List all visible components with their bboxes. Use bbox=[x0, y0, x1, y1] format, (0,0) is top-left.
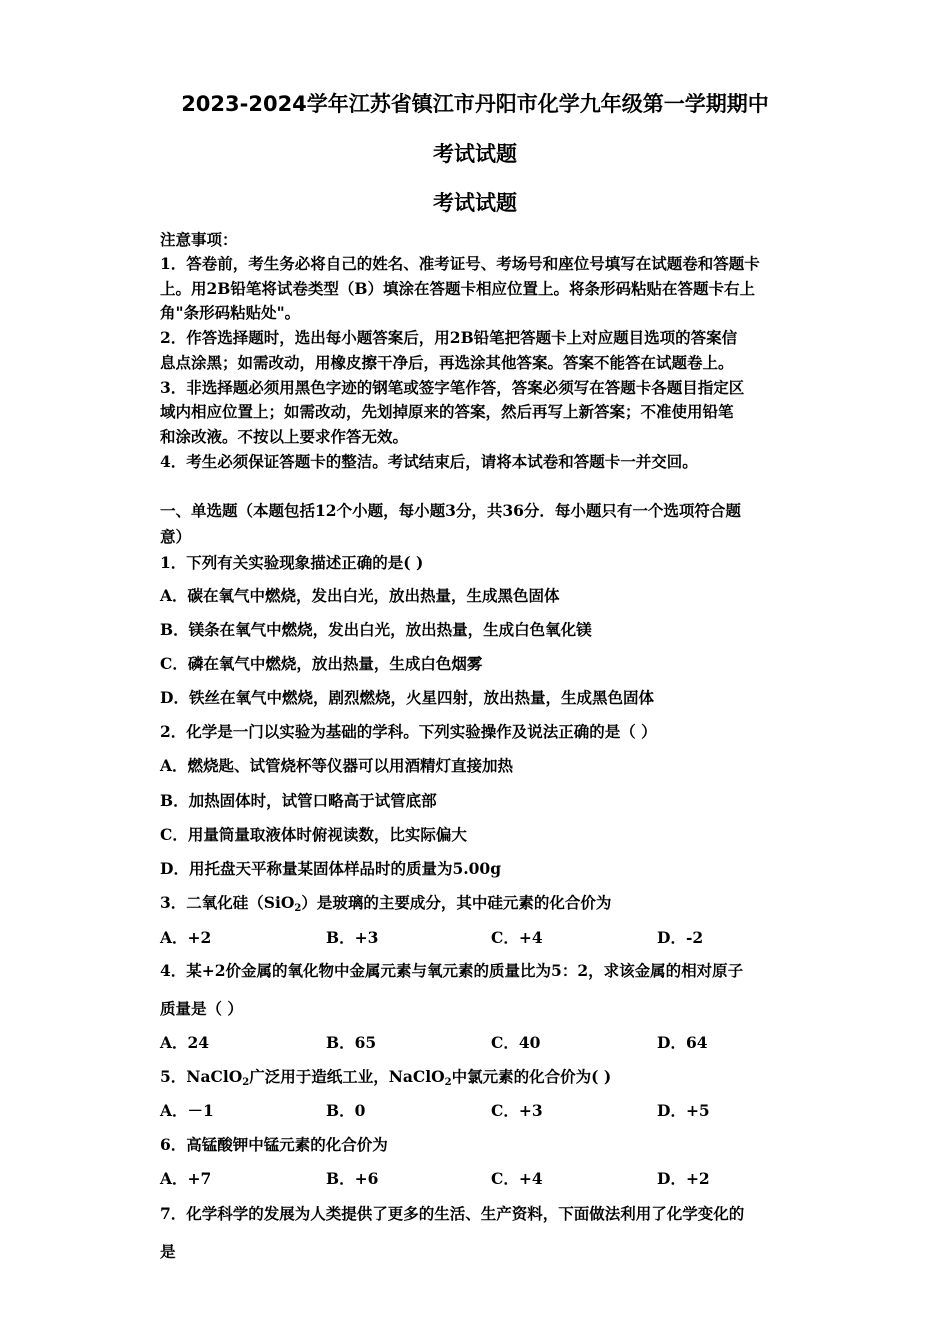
q6-option-a: A．+7 bbox=[160, 1169, 212, 1188]
exam-title-line-3: 考试试题 bbox=[433, 191, 517, 215]
q5-option-b: B．0 bbox=[326, 1101, 366, 1120]
q3-stem: 3．二氧化硅（SiO$_2$）是玻璃的主要成分，其中硅元素的化合价为 bbox=[160, 893, 612, 914]
q3-option-b: B．+3 bbox=[326, 928, 379, 947]
q6-option-b: B．+6 bbox=[326, 1169, 379, 1188]
notice-heading: 注意事项： bbox=[160, 230, 238, 249]
notice-line: 和涂改液。不按以上要求作答无效。 bbox=[160, 427, 409, 446]
notice-line: 3．非选择题必须用黑色字迹的钢笔或签字笔作答，答案必须写在答题卡各题目指定区 bbox=[160, 378, 745, 397]
q2-option-a: A．燃烧匙、试管烧杯等仪器可以用酒精灯直接加热 bbox=[160, 756, 514, 775]
exam-title-line-1: 2023-2024学年江苏省镇江市丹阳市化学九年级第一学期期中 bbox=[181, 92, 769, 116]
q1-option-a: A．碳在氧气中燃烧，发出白光，放出热量，生成黑色固体 bbox=[160, 586, 560, 605]
q1-option-b: B．镁条在氧气中燃烧，发出白光，放出热量，生成白色氧化镁 bbox=[160, 620, 592, 639]
notice-line: 域内相应位置上；如需改动，先划掉原来的答案，然后再写上新答案；不准使用铅笔 bbox=[160, 402, 734, 421]
q2-option-d: D．用托盘天平称量某固体样品时的质量为5.00g bbox=[160, 859, 502, 878]
section-heading-cont: 意） bbox=[160, 527, 192, 546]
q2-stem: 2．化学是一门以实验为基础的学科。下列实验操作及说法正确的是（ ） bbox=[160, 722, 657, 741]
q3-option-c: C．+4 bbox=[491, 928, 543, 947]
q5-stem: 5．NaClO$_2$广泛用于造纸工业，NaClO$_2$中氯元素的化合价为( ) bbox=[160, 1067, 612, 1088]
q6-stem: 6．高锰酸钾中锰元素的化合价为 bbox=[160, 1135, 388, 1154]
notice-line: 1．答卷前，考生务必将自己的姓名、准考证号、考场号和座位号填写在试题卷和答题卡 bbox=[160, 254, 760, 273]
q1-option-d: D．铁丝在氧气中燃烧，剧烈燃烧，火星四射，放出热量，生成黑色固体 bbox=[160, 688, 654, 707]
exam-title-line-2: 考试试题 bbox=[433, 142, 517, 166]
q2-option-b: B．加热固体时，试管口略高于试管底部 bbox=[160, 791, 437, 810]
q6-option-c: C．+4 bbox=[491, 1169, 543, 1188]
q4-stem-cont: 质量是（ ） bbox=[160, 999, 243, 1018]
notice-line: 角"条形码粘贴处"。 bbox=[160, 303, 301, 322]
q7-stem: 7．化学科学的发展为人类提供了更多的生活、生产资料，下面做法利用了化学变化的 bbox=[160, 1204, 745, 1223]
notice-line: 2．作答选择题时，选出每小题答案后，用2B铅笔把答题卡上对应题目选项的答案信 bbox=[160, 328, 738, 347]
q7-stem-cont: 是 bbox=[160, 1242, 176, 1261]
q4-stem: 4．某+2价金属的氧化物中金属元素与氧元素的质量比为5：2，求该金属的相对原子 bbox=[160, 961, 744, 980]
q2-option-c: C．用量筒量取液体时俯视读数，比实际偏大 bbox=[160, 825, 467, 844]
q4-option-b: B．65 bbox=[326, 1033, 377, 1052]
notice-line: 上。用2B铅笔将试卷类型（B）填涂在答题卡相应位置上。将条形码粘贴在答题卡右上 bbox=[160, 279, 755, 298]
q1-option-c: C．磷在氧气中燃烧，放出热量，生成白色烟雾 bbox=[160, 654, 483, 673]
q5-option-d: D．+5 bbox=[657, 1101, 710, 1120]
q3-option-a: A．+2 bbox=[160, 928, 212, 947]
q5-option-c: C．+3 bbox=[491, 1101, 543, 1120]
q4-option-d: D．64 bbox=[657, 1033, 708, 1052]
q4-option-a: A．24 bbox=[160, 1033, 210, 1052]
q6-option-d: D．+2 bbox=[657, 1169, 710, 1188]
notice-line: 4．考生必须保证答题卡的整洁。考试结束后，请将本试卷和答题卡一并交回。 bbox=[160, 452, 698, 471]
q1-stem: 1．下列有关实验现象描述正确的是( ) bbox=[160, 553, 424, 572]
q5-option-a: A．－1 bbox=[160, 1101, 214, 1120]
q3-option-d: D．-2 bbox=[657, 928, 704, 947]
notice-line: 息点涂黑；如需改动，用橡皮擦干净后，再选涂其他答案。答案不能答在试题卷上。 bbox=[160, 353, 734, 372]
q4-option-c: C．40 bbox=[491, 1033, 541, 1052]
section-heading: 一、单选题（本题包括12个小题，每小题3分，共36分．每小题只有一个选项符合题 bbox=[160, 501, 741, 520]
